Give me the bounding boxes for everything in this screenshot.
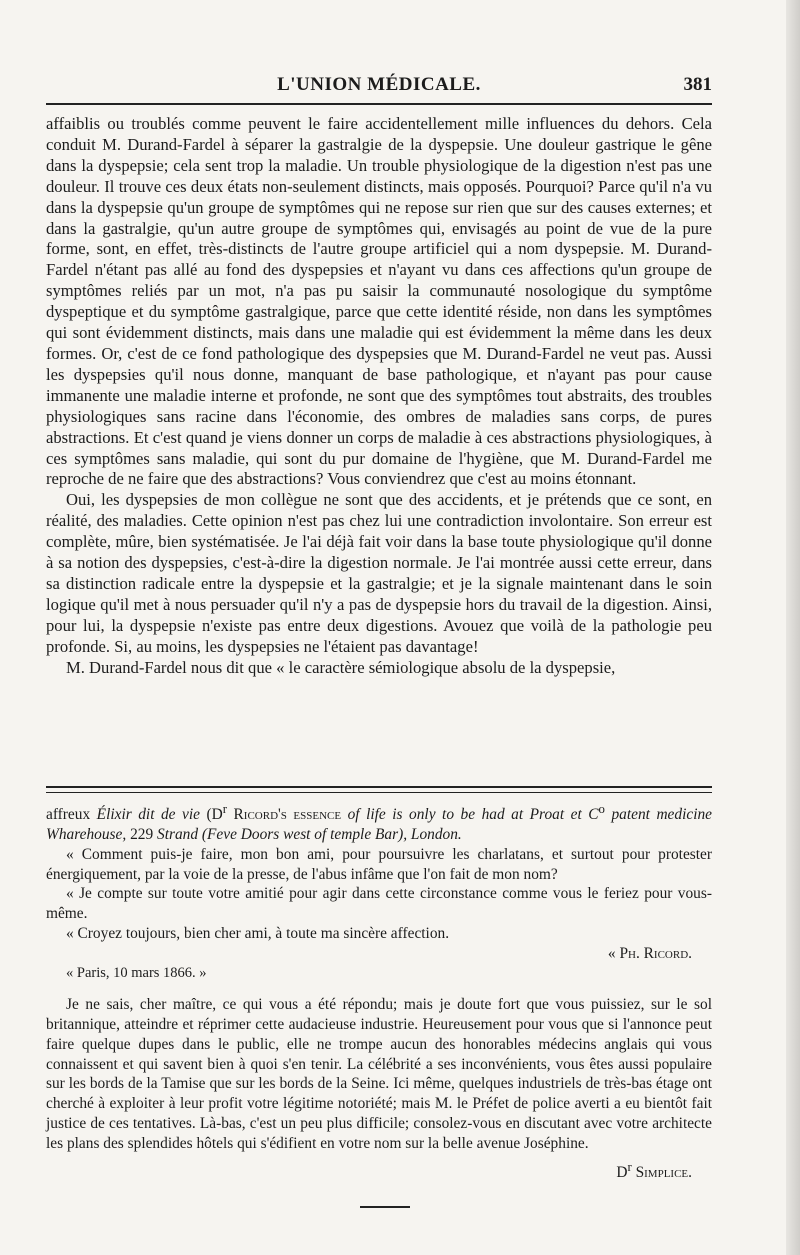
letter-text: (D	[199, 806, 223, 824]
letter-paragraph-4: « Croyez toujours, bien cher ami, à toute ma sincère affection.	[66, 924, 450, 942]
letter-sup: o	[598, 802, 605, 816]
signature-text: D	[616, 1163, 628, 1181]
letter-text: affreux	[46, 806, 97, 824]
letter-text: 229	[126, 825, 157, 843]
paragraph-3: M. Durand-Fardel nous dit que « le caractère sémiologique absolu de la dyspepsie,	[66, 657, 616, 677]
signature-simplice	[46, 1158, 712, 1183]
signature-ricord	[46, 944, 712, 964]
letter-paragraph-3: « Je compte sur toute votre amitié pour agir dans cette circonstance comme vous le feriez pour vous-même.	[46, 885, 712, 923]
letter-sup: r	[222, 802, 228, 816]
signature-sup: r	[627, 1159, 632, 1174]
letter-paragraph-2: « Comment puis-je faire, mon bon ami, pour poursuivre les charlatans, et surtout pour protester énergiquement, par la voie de la presse, de l'abus infâme que l'on fait de mon nom?	[46, 845, 712, 883]
letter-line-1	[46, 800, 712, 845]
reply-paragraph: Je ne sais, cher maître, ce qui vous a été répondu; mais je doute fort que vous puissiez, sur le sol britannique, atteindre et réprimer cette audacieuse industrie. Heureusement pour vous que si l'annonce peut faire quelque dupes dans le public, elle ne trompe aucun des honorables médecins anglais qui vous connaissent et qui savent bien à quoi s'en tenir. La célébrité a ses inconvénients, vous êtes aussi populaire sur les bords de la Tamise que sur les bords de la Seine. Ici même, quelques industriels de très-bas étage ont cherché à exploiter à leur profit votre légitime notoriété; mais M. le Préfet de police averti a eu bientôt fait justice de ces tentatives. Là-bas, c'est un peu plus difficile; consolez-vous en discutant avec votre architecte les plans des splendides hôtels qui s'édifient en votre nom sur la belle avenue Joséphine.	[46, 996, 712, 1152]
section-rule-thick	[46, 786, 712, 788]
signature-text: Simplice.	[631, 1163, 692, 1181]
page-header	[46, 74, 712, 100]
letter-text: Ricord's essence	[227, 806, 348, 824]
letter-italic: Strand (Feve Doors west of temple Bar), London.	[157, 825, 462, 843]
signature-text: « Ph. Ricord.	[607, 944, 692, 962]
paragraph-1: affaiblis ou troublés comme peuvent le faire accidentellement mille influences du dehors. Cela conduit M. Durand-Fardel à séparer la gastralgie de la dyspepsie. Une douleur gastrique le gêne dans la dyspepsie; cela sent trop la maladie. Un trouble physiologique de la digestion n'est pas une douleur. Il trouve ces deux états non-seulement distincts, mais opposés. Pourquoi? Parce qu'il n'a vu dans la dyspepsie qu'un groupe de symptômes qui ne repose sur rien que sur des causes externes; et dans la gastralgie, qu'un autre groupe de symptômes qui, envisagés au point de vue de la pure forme, sont, en effet, très-distincts de l'autre groupe artificiel qui a nom dyspepsie. M. Durand-Fardel n'étant pas allé au fond des dyspepsies et n'ayant vu dans ces affections qu'un groupe de symptômes reliés par un mot, n'a pas pu saisir la communauté nosologique du symptôme dyspeptique et du symptôme gastralgique, parce que cette identité réside, non dans les symptômes qui sont évidemment distincts, mais dans une maladie qui est évidemment la même dans les deux formes. Or, c'est de ce fond pathologique des dyspepsies que M. Durand-Fardel ne veut pas. Aussi les dyspepsies qu'il nous donne, manquant de base pathologique, et n'ayant pas pour cause immanente une maladie interne et profonde, ne sont que des symptômes tout abstraits, des troubles physiologiques sans racine dans l'économie, des ombres de maladies sans corps, de pures abstractions. Et c'est quand je viens donner un corps de maladie à ces abstractions physiologiques, à ces symptômes sans maladie, qui sont du pur domaine de l'hygiène, que M. Durand-Fardel me reproche de ne faire que des abstractions? Vous conviendrez que c'est au moins étonnant.	[46, 114, 712, 489]
end-rule	[360, 1206, 410, 1208]
letter-italic: of life is only to be had at Proat et C	[347, 806, 599, 824]
section-rule-thin	[46, 792, 712, 793]
paragraph-2: Oui, les dyspepsies de mon collègue ne sont que des accidents, et je prétends que ce sont, en réalité, des maladies. Cette opinion n'est pas chez lui une contradiction involontaire. Son erreur est complète, mûre, bien systématisée. Je l'ai déjà fait voir dans la base toute physiologique qu'il donne à sa notion des dyspepsies, c'est-à-dire la digestion normale. Je l'ai montrée aussi cette erreur, dans sa distinction radicale entre la dyspepsie et la gastralgie; et je la signale maintenant dans le soin logique qu'il met à nous persuader qu'il n'y a pas de dyspepsie hors du travail de la digestion. Ainsi, pour lui, la dyspepsie n'existe pas entre deux digestions. Avouez que voilà de la pathologie peu profonde. Si, au moins, les dyspepsies ne l'étaient pas davantage!	[46, 490, 712, 656]
letter-date: « Paris, 10 mars 1866. »	[66, 964, 207, 981]
letter-italic: patent medicine Wharehouse,	[46, 806, 712, 843]
running-title: L'UNION MÉDICALE.	[277, 74, 481, 95]
feuilleton-letter	[46, 800, 712, 1183]
header-rule	[46, 103, 712, 105]
main-article-text	[46, 114, 712, 678]
letter-italic: Élixir dit de vie	[96, 806, 200, 824]
page-number: 381	[683, 74, 712, 95]
page-edge-shadow	[786, 0, 800, 1255]
